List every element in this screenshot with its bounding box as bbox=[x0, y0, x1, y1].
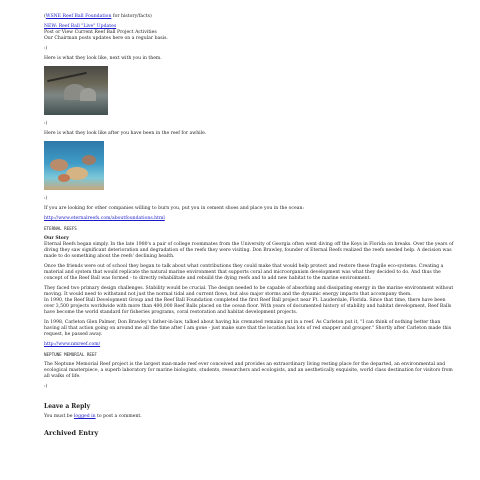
caption-1: Here is what they look like, next with you in them. bbox=[44, 56, 162, 61]
reef-ball-foundation-link[interactable]: WSNE Reef Ball Foundation bbox=[45, 14, 112, 19]
neptune-link-line bbox=[44, 342, 454, 348]
story-paragraph-1: Eternal Reefs began simply. In the late 1980's a pair of college roommates from the University of Georgia often went diving off the Keys in Florida on breaks. Over the years of diving they saw significant deterioration and degradation of the reefs they were visiting. Don Brawley, founder of Eternal Reefs realized the reefs needed help. A decision was made to do something about the reefs' declining health. bbox=[44, 242, 454, 259]
login-notice-prefix: You must be bbox=[44, 414, 74, 419]
neptune-reef-link[interactable]: http://www.nmreef.com/ bbox=[44, 342, 101, 347]
live-updates-block bbox=[44, 24, 454, 42]
companies-line: If you are looking for other companies willing to burn you, put you in cement shoes and place you in the ocean: bbox=[44, 206, 304, 211]
smile-4: :) bbox=[44, 384, 48, 389]
leave-reply-heading: Leave a Reply bbox=[44, 403, 91, 410]
login-link[interactable]: logged in bbox=[73, 414, 96, 419]
story-paragraph-2: Once the friends were out of school they began to talk about what contributions they could make that would help protect and restore these fragile eco-systems. Creating a material and system that would replicate the natural marine environment that supports coral and microorganism development was what they decided to do. And thus the concept of the Reef Ball was formed - to directly rehabilitate and rebuild the dying reefs and to add new habitat to the marine environment. bbox=[44, 264, 444, 281]
story-paragraph-5: In 1998, Carleton Glen Palmer, Don Brawley's father-in-law, talked about having his cremated remains put in a reef. As Carleton put it, "I can think of nothing better than having all that action going on around me all the time after I am gone - just make sure that the location has lots of red snapper and grouper." Shortly after Carleton made this request, he passed away. bbox=[44, 320, 452, 337]
neptune-heading: NEPTUNE MEMORIAL REEF bbox=[44, 352, 97, 357]
reef-balls-on-barge-image bbox=[44, 66, 108, 115]
archived-entry-heading: Archived Entry bbox=[44, 429, 99, 437]
intro-line bbox=[44, 14, 454, 20]
post-content bbox=[44, 14, 454, 436]
coral-covered-reef-image bbox=[44, 141, 104, 190]
smile-2: :) bbox=[44, 121, 48, 126]
story-block bbox=[44, 236, 454, 260]
coral-shape bbox=[58, 174, 70, 182]
live-updates-link[interactable]: NEW: Reef Ball "Live" Updates bbox=[44, 24, 117, 29]
live-updates-line2: Our Chairman posts updates here on a regular basis. bbox=[44, 36, 168, 41]
neptune-paragraph: The Neptune Memorial Reef project is the largest man-made reef ever conceived and provides an extraordinary living resting place for the departed, an environmental and ecological masterpiece, a superb laboratory for marine biologists, students, researchers and ecologists, and an aesthetically exquisite, world class destination for visitors from all walks of life. bbox=[44, 362, 453, 379]
caption-2: Here is what they look like after you have been in the reef for awhile. bbox=[44, 131, 207, 136]
intro-suffix: for history/facts) bbox=[111, 14, 152, 19]
login-notice bbox=[44, 414, 454, 420]
reef-ball-shape bbox=[80, 88, 96, 101]
our-story-heading: Our Story bbox=[44, 236, 69, 241]
story-paragraph-3-block bbox=[44, 286, 454, 316]
story-paragraph-4: In 1990, the Reef Ball Development Group and the Reef Ball Foundation completed the first Reef Ball project near Ft. Lauderdale, Florida. Since that time, there have been over 3,500 projects worldwide with more than 400,000 Reef Balls placed on the ocean floor. With years of documented history of stability and habitat development, Reef Balls have become the world standard for fisheries programs, coral restoration and habitat development projects. bbox=[44, 298, 452, 315]
crane-boom-shape bbox=[47, 72, 87, 82]
eternal-reefs-link-line bbox=[44, 216, 454, 222]
coral-shape bbox=[82, 155, 96, 165]
smile-1: :) bbox=[44, 46, 48, 51]
live-updates-line1: Post or View Current Reef Ball Project Activities bbox=[44, 30, 157, 35]
eternal-reefs-link[interactable]: http://www.eternalreefs.com/aboutfoundations.html bbox=[44, 216, 165, 221]
coral-shape bbox=[50, 159, 68, 171]
intro-paren: ( bbox=[44, 14, 46, 19]
story-paragraph-3: They faced two primary design challenges. Stability would be crucial. The design needed to be capable of absorbing and dissipating energy in the marine environment without moving. It would need to withstand not just the normal tidal and current flows, but also major storms and the dynamic energy impacts that accompany them. bbox=[44, 286, 454, 297]
eternal-reefs-heading: ETERNAL REEFS bbox=[44, 226, 77, 231]
login-notice-suffix: to post a comment. bbox=[95, 414, 142, 419]
smile-3: :) bbox=[44, 196, 48, 201]
